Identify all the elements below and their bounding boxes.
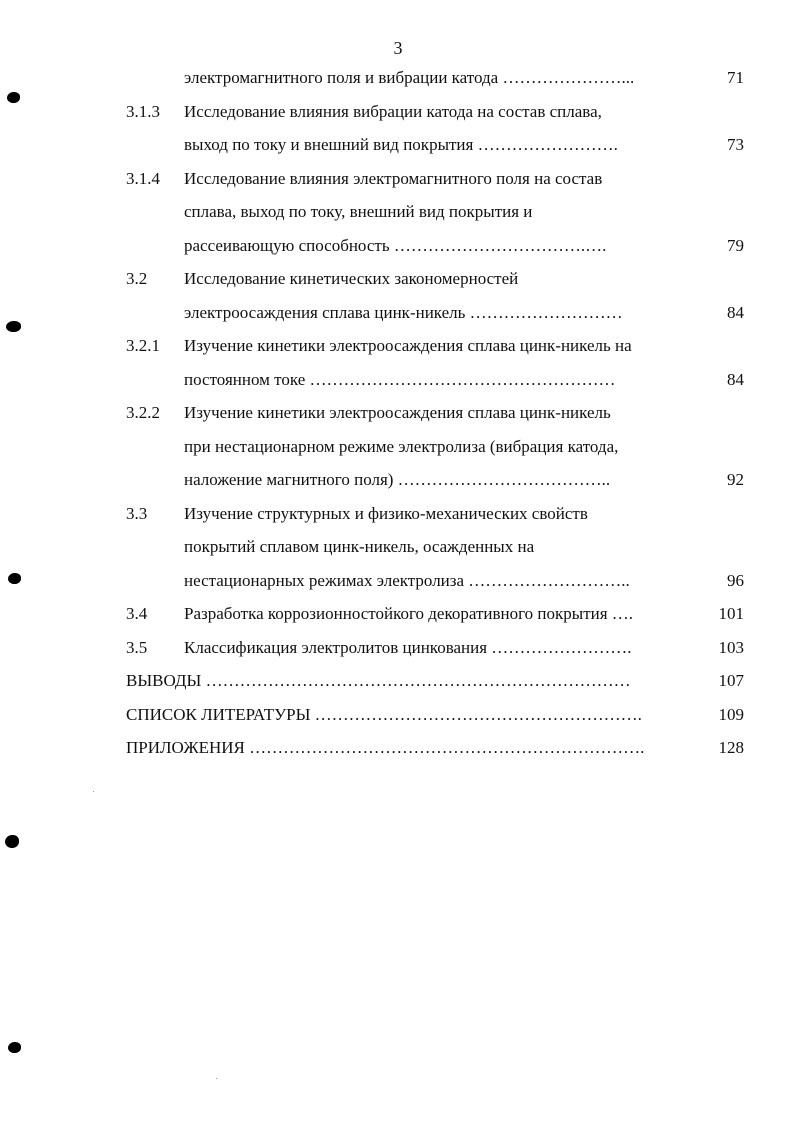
- toc-section-number: 3.5: [126, 637, 148, 657]
- toc-entry-text[interactable]: сплава, выход по току, внешний вид покрытия и: [184, 202, 533, 221]
- toc-entry-text[interactable]: при нестационарном режиме электролиза (вибрация катода,: [184, 436, 619, 456]
- toc-section-number: 3.1.3: [126, 101, 160, 121]
- toc-entry-text[interactable]: Классификация электролитов цинкования …………………….: [184, 637, 632, 657]
- scan-speck: [216, 1078, 217, 1079]
- toc-entry-text[interactable]: Исследование влияния вибрации катода на состав сплава,: [184, 101, 602, 121]
- punch-mark: [5, 835, 19, 848]
- toc-entry-text[interactable]: ПРИЛОЖЕНИЯ …………………………………………………………….: [126, 738, 645, 757]
- toc-page-number: 103: [718, 637, 744, 657]
- toc-entry-text[interactable]: электроосаждения сплава цинк-никель ………………………: [184, 302, 623, 322]
- toc-entry-text[interactable]: наложение магнитного поля) ………………………………..: [184, 470, 611, 489]
- toc-page-number: 84: [727, 302, 744, 322]
- toc-page-number: 128: [718, 738, 744, 757]
- toc-entry-text[interactable]: покрытий сплавом цинк-никель, осажденных на: [184, 537, 535, 556]
- punch-mark: [8, 573, 21, 584]
- toc-entry-text[interactable]: электромагнитного поля и вибрации катода …………………...: [184, 68, 635, 87]
- toc-page-number: 73: [727, 135, 744, 154]
- page-number: 3: [393, 38, 403, 58]
- toc-page-number: 79: [727, 235, 744, 255]
- toc-entry-text[interactable]: Изучение кинетики электроосаждения сплава цинк-никель: [184, 403, 611, 422]
- toc-entry-text[interactable]: Исследование влияния электромагнитного поля на состав: [184, 168, 603, 188]
- toc-page-number: 84: [727, 369, 744, 389]
- toc-page-number: 71: [727, 68, 744, 87]
- toc-entry-text[interactable]: Исследование кинетических закономерностей: [184, 269, 519, 288]
- toc-entry-text[interactable]: нестационарных режимах электролиза ………………………..: [184, 570, 630, 590]
- toc-entry-text[interactable]: выход по току и внешний вид покрытия …………………….: [184, 135, 618, 154]
- toc-entry-text[interactable]: Изучение кинетики электроосаждения сплава цинк-никель на: [184, 336, 632, 355]
- toc-page-number: 101: [718, 604, 744, 623]
- toc-page-number: 96: [727, 570, 744, 590]
- toc-section-number: 3.2.1: [126, 336, 160, 355]
- toc-entry-text[interactable]: Изучение структурных и физико-механических свойств: [184, 503, 588, 523]
- punch-mark: [8, 1042, 21, 1053]
- toc-page-number: 92: [727, 470, 744, 489]
- toc-section-number: 3.2.2: [126, 403, 160, 422]
- toc-section-number: 3.4: [126, 604, 148, 623]
- toc-section-number: 3.1.4: [126, 168, 160, 188]
- punch-mark: [7, 92, 20, 103]
- toc-entry-text[interactable]: рассеивающую способность …………………………….….: [184, 235, 607, 255]
- scan-speck: [93, 791, 94, 792]
- toc-entry-text[interactable]: СПИСОК ЛИТЕРАТУРЫ ………………………………………………….: [126, 704, 642, 724]
- punch-mark: [6, 321, 21, 332]
- toc-section-number: 3.2: [126, 269, 148, 288]
- toc-entry-text[interactable]: постоянном токе ………………………………………………: [184, 369, 616, 389]
- toc-page-number: 109: [718, 704, 744, 724]
- toc-page-number: 107: [718, 671, 744, 690]
- toc-entry-text[interactable]: Разработка коррозионностойкого декоративного покрытия ….: [184, 604, 634, 623]
- toc-entry-text[interactable]: ВЫВОДЫ …………………………………………………………………: [126, 671, 631, 690]
- toc-section-number: 3.3: [126, 503, 148, 523]
